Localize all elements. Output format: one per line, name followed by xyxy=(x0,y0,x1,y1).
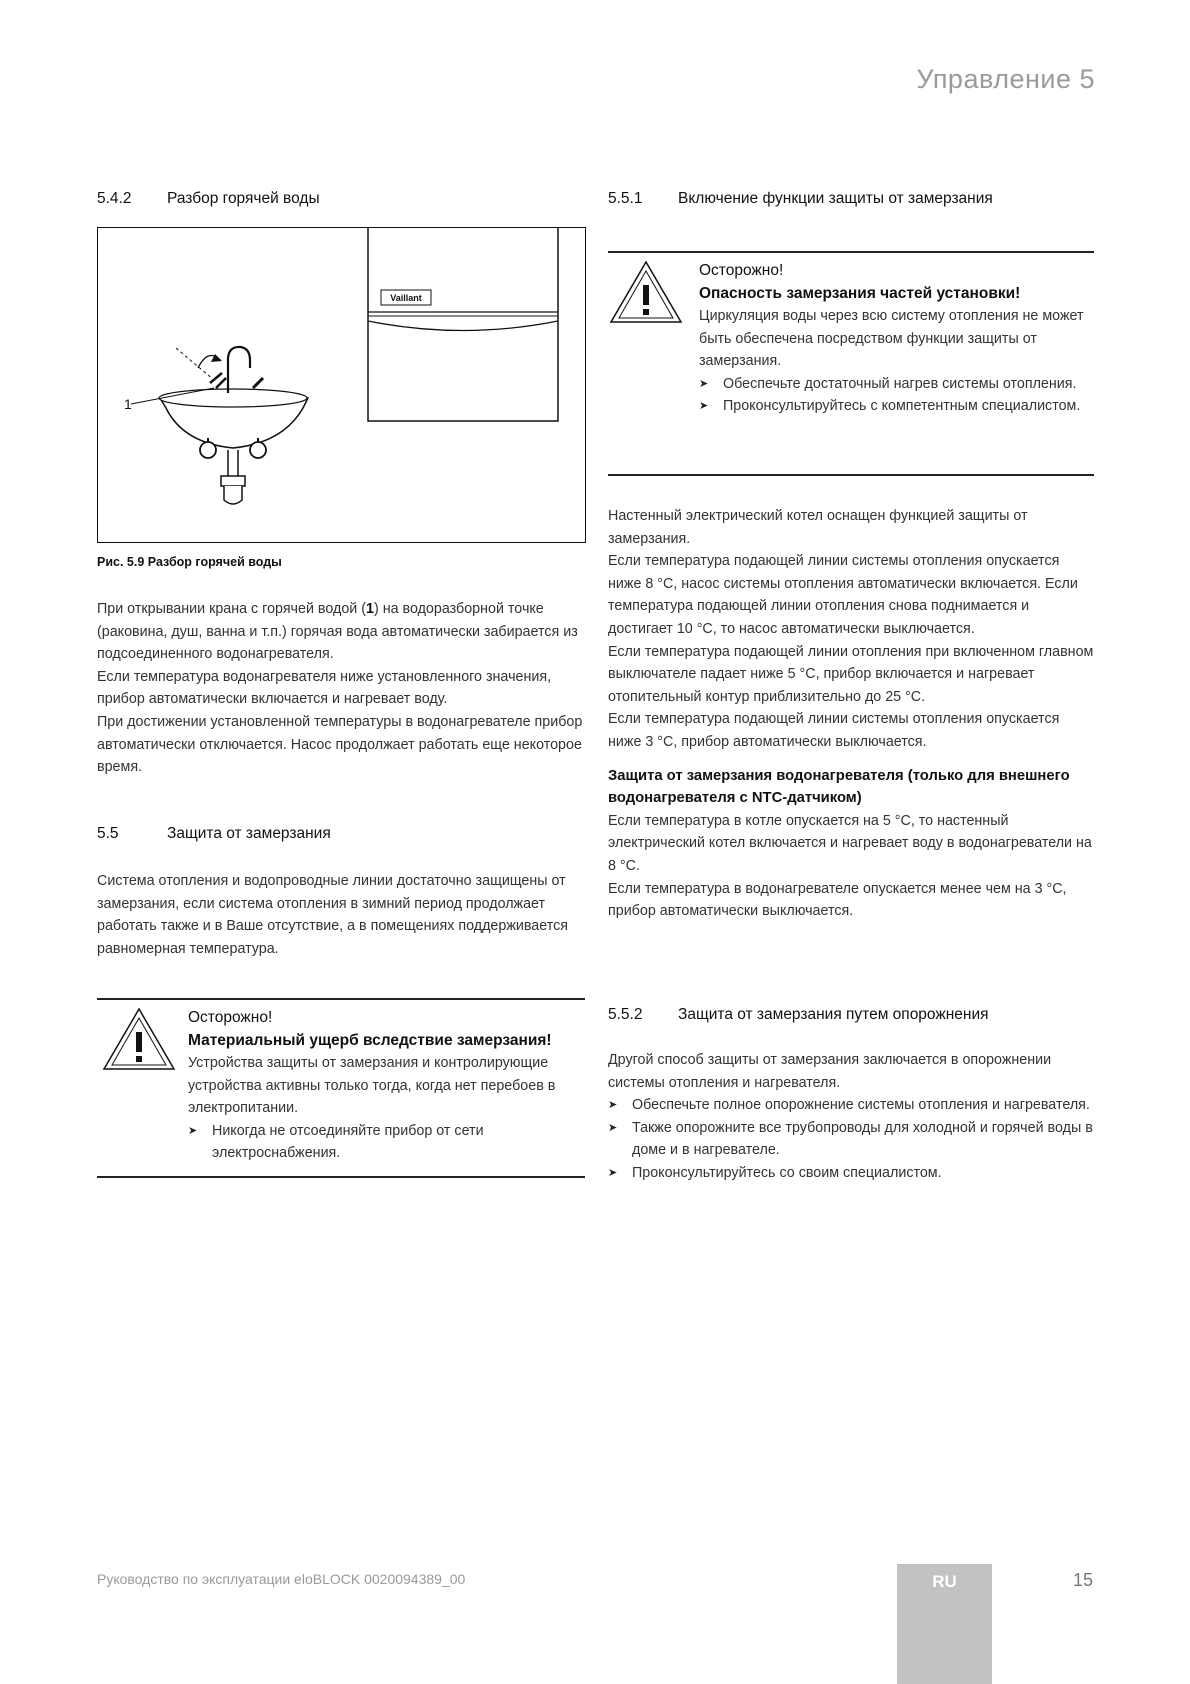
paragraph-frost-1: Настенный электрический котел оснащен функцией защиты от замерзания. xyxy=(608,508,1028,547)
section-number: 5.5.2 xyxy=(608,1006,643,1023)
section-5-4-2-heading xyxy=(97,190,587,208)
figure-caption: Рис. 5.9 Разбор горячей воды xyxy=(97,555,282,569)
warning-text: Устройства защиты от замерзания и контролирующие устройства активны только тогда, когда нет перебоев в электропитании. xyxy=(188,1055,556,1117)
paragraph-draining: Другой способ защиты от замерзания заключается в опорожнении системы отопления и нагревателя. ➤ Обеспечьте полное опорожнение системы отопления и нагревателя. ➤ Также опорожните все трубопроводы для холодной и горячей воды в доме и в нагревателе. ➤ Проконсультируйтесь со своим специалистом. xyxy=(608,1049,1094,1185)
warning-triangle-icon xyxy=(101,1006,177,1072)
section-title: Защита от замерзания xyxy=(167,825,331,842)
list-item: ➤ Обеспечьте достаточный нагрев системы отопления. xyxy=(699,373,1094,396)
left-paragraphs xyxy=(97,598,587,779)
paragraph-hot-water-2: Если температура водонагревателя ниже установленного значения, прибор автоматически включается и нагревает воду. xyxy=(97,668,552,708)
boiler-unit xyxy=(368,228,558,421)
paragraph-hot-water-3: При достижении установленной температуры в водонагревателе прибор автоматически отключается. Насос продолжает работать еще некоторое время. xyxy=(97,713,583,776)
section-5-5-2-heading xyxy=(608,1006,1094,1024)
section-number: 5.5.1 xyxy=(608,190,643,207)
section-title: Включение функции защиты от замерзания xyxy=(678,190,993,207)
callout-number: 1 xyxy=(124,396,132,412)
warning-box-left xyxy=(97,998,585,1178)
list-item: ➤ Обеспечьте полное опорожнение системы отопления и нагревателя. xyxy=(608,1094,1094,1117)
section-title: Разбор горячей воды xyxy=(167,190,320,207)
list-item: ➤ Также опорожните все трубопроводы для холодной и горячей воды в доме и в нагревателе. xyxy=(608,1117,1094,1162)
brand-logo-text: Vaillant xyxy=(390,293,422,303)
section-5-5-1-heading xyxy=(608,190,1094,208)
warning-text: Циркуляция воды через всю систему отопления не может быть обеспечена посредством функции защиты от замерзания. xyxy=(699,308,1084,370)
paragraph-frost-2: Если температура подающей линии системы отопления опускается ниже 8 °C, насос системы отопления автоматически включается. Если температура подающей линии отопления снова поднимается и достигает 10 °C, то насос автоматически выключается. xyxy=(608,553,1078,637)
section-number: 5.5 xyxy=(97,825,119,842)
section-title: Защита от замерзания путем опорожнения xyxy=(678,1006,989,1023)
warning-bullets xyxy=(699,373,1094,418)
paragraph-frost-system: Система отопления и водопроводные линии достаточно защищены от замерзания, если система отопления в зимний период продолжает работать также и в Ваше отсутствие, а в помещениях поддерживается равномерная температура. xyxy=(97,873,569,957)
warning-triangle-icon xyxy=(608,259,684,325)
page-header-title: Управление 5 xyxy=(916,64,1095,94)
list-item: ➤ Никогда не отсоединяйте прибор от сети электроснабжения. xyxy=(188,1120,583,1165)
sink-boiler-illustration xyxy=(98,228,584,541)
warning-subtitle: Материальный ущерб вследствие замерзания! xyxy=(188,1032,552,1049)
warning-box-right xyxy=(608,251,1094,476)
language-tab: RU xyxy=(897,1564,992,1684)
list-item: ➤ Проконсультируйтесь с компетентным специалистом. xyxy=(699,395,1094,418)
section-5-5-heading xyxy=(97,825,587,843)
warning-title: Осторожно! xyxy=(699,262,784,279)
right-paragraphs xyxy=(608,505,1094,923)
footer-document-title: Руководство по эксплуатации eloBLOCK 0020094389_00 xyxy=(97,1571,466,1587)
faucet xyxy=(228,347,250,393)
warning-title: Осторожно! xyxy=(188,1009,273,1026)
figure-hot-water xyxy=(97,227,586,543)
paragraph-frost-4: Если температура подающей линии системы отопления опускается ниже 3 °C, прибор автоматически выключается. xyxy=(608,711,1060,750)
draining-bullets xyxy=(608,1094,1094,1184)
paragraph-frost-5: Если температура в котле опускается на 5 °C, то настенный электрический котел включается и нагревает воду в водонагреватели на 8 °C. xyxy=(608,812,1092,874)
paragraph-frost-6: Если температура в водонагревателе опускается менее чем на 3 °C, прибор автоматически выключается. xyxy=(608,880,1067,920)
section-number: 5.4.2 xyxy=(97,190,132,207)
paragraph-frost-3: Если температура подающей линии отопления при включенном главном выключателе падает ниже 5 °C, прибор включается и нагревает отопительный контур приблизительно до 25 °C. xyxy=(608,643,1094,705)
warning-subtitle: Опасность замерзания частей установки! xyxy=(699,285,1021,302)
paragraph-hot-water-1: При открывании крана с горячей водой (1) на водоразборной точке (раковина, душ, ванна и т.п.) горячая вода автоматически забирается из подсоединенного водонагревателя. xyxy=(97,601,578,663)
list-item: ➤ Проконсультируйтесь со своим специалистом. xyxy=(608,1162,1094,1185)
warning-bullets xyxy=(188,1120,583,1165)
subheading-water-heater: Защита от замерзания водонагревателя (только для внешнего водонагревателя с NTC-датчиком) xyxy=(608,767,1070,807)
page-number: 15 xyxy=(1073,1570,1094,1590)
